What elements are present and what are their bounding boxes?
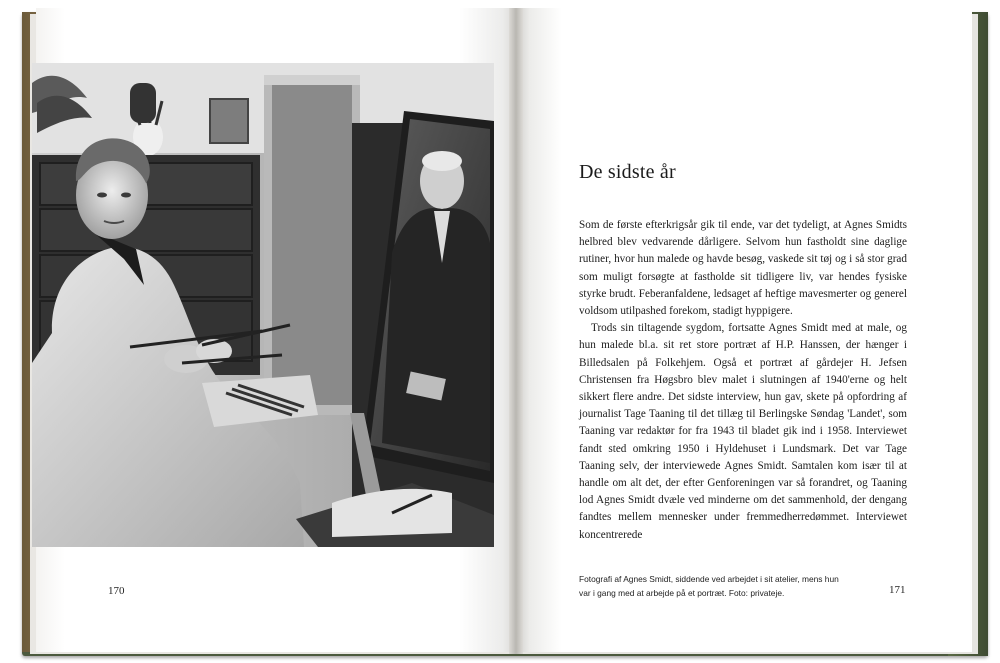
photo-caption: Fotografi af Agnes Smidt, siddende ved arbejdet i sit atelier, mens hun var i gang med at arbejde på et portræt. Foto: privateje. (579, 574, 839, 598)
body-text (579, 217, 907, 544)
paragraph-2: Trods sin tiltagende sygdom, fortsatte Agnes Smidt med at male, og hun malede bl.a. sit ret store portræt af H.P. Hanssen, der hænger i Billedsalen på Folkehjem. Også et portræt af gårdejer H. Jefsen Christensen fra Høgsbro blev malet i slutningen af 1940'erne og helt sikkert flere andre. Det sidste interview, hun gav, skete på opfordring af journalist Tage Taaning til det tillæg til Berlingske Søndag 'Landet', som Taaning var redaktør for fra 1943 til bladet gik ind i 1958. Interviewet fandt sted omkring 1950 i Hyldehuset i Lundsmark. Det var Tage Taaning selv, der interviewede Agnes Smidt. Samtalen kom især til at handle om alt det, der efter Genforeningen var så forandret, og Taaning lod Agnes Smidt dvæle ved minderne om det sammenhold, der dengang fandtes mellem mennesker under fremmedherredømmet. Interviewet koncentrerede (579, 322, 907, 541)
paragraph-1: Som de første efterkrigsår gik til ende, var det tydeligt, at Agnes Smidts helbred blev vedvarende dårligere. Selvom hun fastholdt sine daglige rutiner, hvor hun malede og havde besøg, vaskede sit tøj og i så stor grad som muligt forsøgte at fastholde sit tidligere liv, var hendes fysiske styrke brudt. Feberanfaldene, ledsaget af heftige mavesmerter og generel voldsom utilpashed forekom, stadigt hyppigere. (579, 219, 907, 318)
photograph (32, 63, 494, 547)
page-number-right: 171 (889, 584, 906, 596)
page-number-left: 170 (108, 585, 125, 597)
book-gutter (509, 8, 523, 654)
chapter-title: De sidste år (579, 161, 676, 183)
